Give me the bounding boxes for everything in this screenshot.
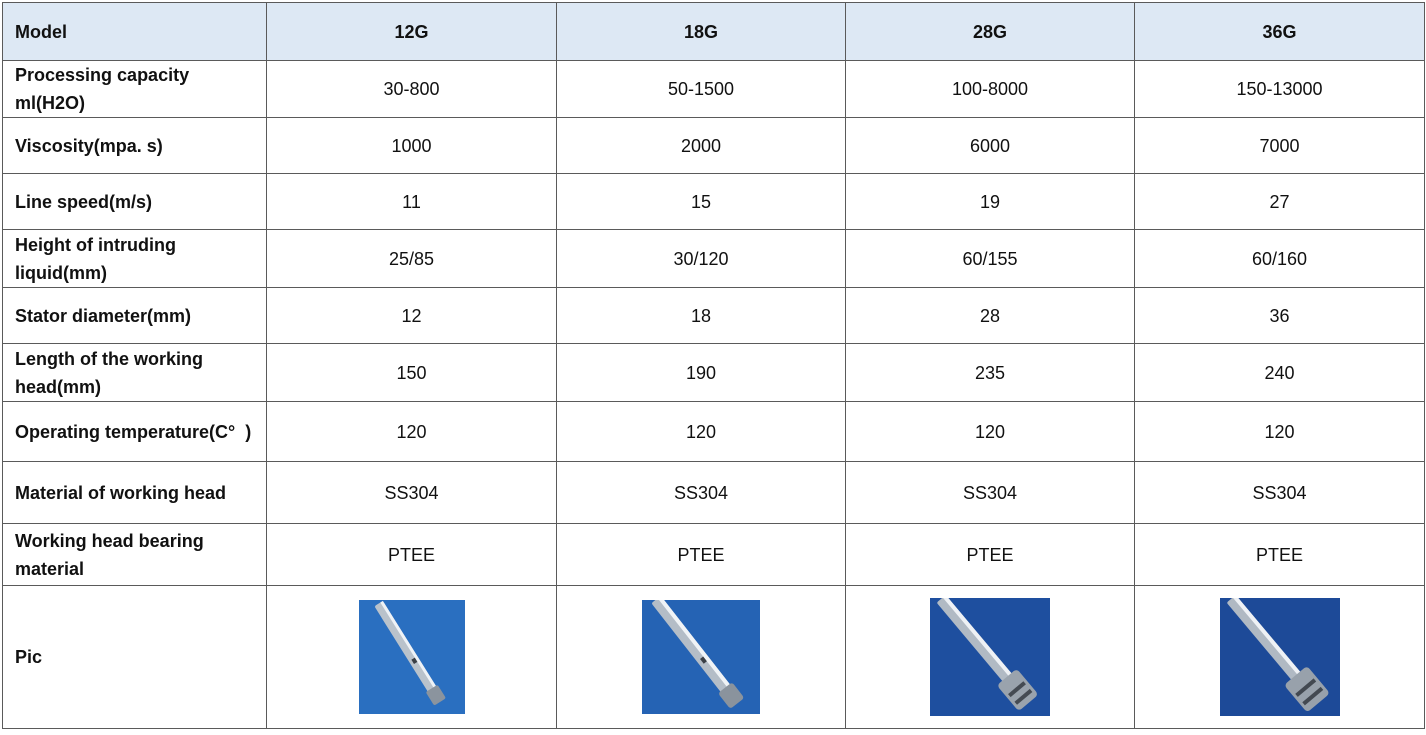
pic-cell-36g: [1135, 586, 1425, 729]
cell-value: 120: [1135, 402, 1425, 462]
cell-value: 100-8000: [846, 61, 1135, 118]
cell-value: 2000: [557, 118, 846, 174]
cell-value: 240: [1135, 344, 1425, 402]
cell-value: 6000: [846, 118, 1135, 174]
cell-value: 120: [846, 402, 1135, 462]
row-label: Length of the working head(mm): [3, 344, 267, 402]
cell-value: 50-1500: [557, 61, 846, 118]
cell-value: PTEE: [846, 524, 1135, 586]
cell-value: PTEE: [557, 524, 846, 586]
row-label: Operating temperature(C° ): [3, 402, 267, 462]
header-18g: 18G: [557, 3, 846, 61]
cell-value: 190: [557, 344, 846, 402]
cell-value: 27: [1135, 174, 1425, 230]
working-head-image-18g: [642, 600, 760, 714]
row-label: Material of working head: [3, 462, 267, 524]
pic-cell-18g: [557, 586, 846, 729]
cell-value: PTEE: [267, 524, 557, 586]
working-head-image-36g: [1220, 598, 1340, 716]
table-row: [3, 462, 1425, 524]
cell-value: 1000: [267, 118, 557, 174]
cell-value: 7000: [1135, 118, 1425, 174]
cell-value: 235: [846, 344, 1135, 402]
pic-row: [3, 586, 1425, 729]
cell-value: SS304: [267, 462, 557, 524]
cell-value: 36: [1135, 288, 1425, 344]
cell-value: 30/120: [557, 230, 846, 288]
table-row: [3, 230, 1425, 288]
table-row: [3, 288, 1425, 344]
cell-value: 150: [267, 344, 557, 402]
cell-value: 60/160: [1135, 230, 1425, 288]
cell-value: SS304: [1135, 462, 1425, 524]
cell-value: 11: [267, 174, 557, 230]
table-row: [3, 61, 1425, 118]
cell-value: 28: [846, 288, 1135, 344]
cell-value: 18: [557, 288, 846, 344]
table-row: [3, 118, 1425, 174]
row-label: Working head bearing material: [3, 524, 267, 586]
cell-value: 12: [267, 288, 557, 344]
table-row: [3, 174, 1425, 230]
cell-value: 120: [267, 402, 557, 462]
header-36g: 36G: [1135, 3, 1425, 61]
header-row: [3, 3, 1425, 61]
cell-value: 19: [846, 174, 1135, 230]
row-label: Height of intruding liquid(mm): [3, 230, 267, 288]
cell-value: SS304: [557, 462, 846, 524]
pic-cell-12g: [267, 586, 557, 729]
cell-value: SS304: [846, 462, 1135, 524]
cell-value: 150-13000: [1135, 61, 1425, 118]
cell-value: 60/155: [846, 230, 1135, 288]
cell-value: 15: [557, 174, 846, 230]
row-label: Viscosity(mpa. s): [3, 118, 267, 174]
header-model: Model: [3, 3, 267, 61]
pic-row-label: Pic: [3, 586, 267, 729]
cell-value: 25/85: [267, 230, 557, 288]
working-head-image-12g: [359, 600, 465, 714]
spec-table: [2, 2, 1425, 729]
pic-cell-28g: [846, 586, 1135, 729]
cell-value: PTEE: [1135, 524, 1425, 586]
working-head-image-28g: [930, 598, 1050, 716]
row-label: Processing capacity ml(H2O): [3, 61, 267, 118]
header-28g: 28G: [846, 3, 1135, 61]
table-row: [3, 402, 1425, 462]
row-label: Stator diameter(mm): [3, 288, 267, 344]
table-row: [3, 524, 1425, 586]
header-12g: 12G: [267, 3, 557, 61]
row-label: Line speed(m/s): [3, 174, 267, 230]
table-row: [3, 344, 1425, 402]
cell-value: 30-800: [267, 61, 557, 118]
cell-value: 120: [557, 402, 846, 462]
